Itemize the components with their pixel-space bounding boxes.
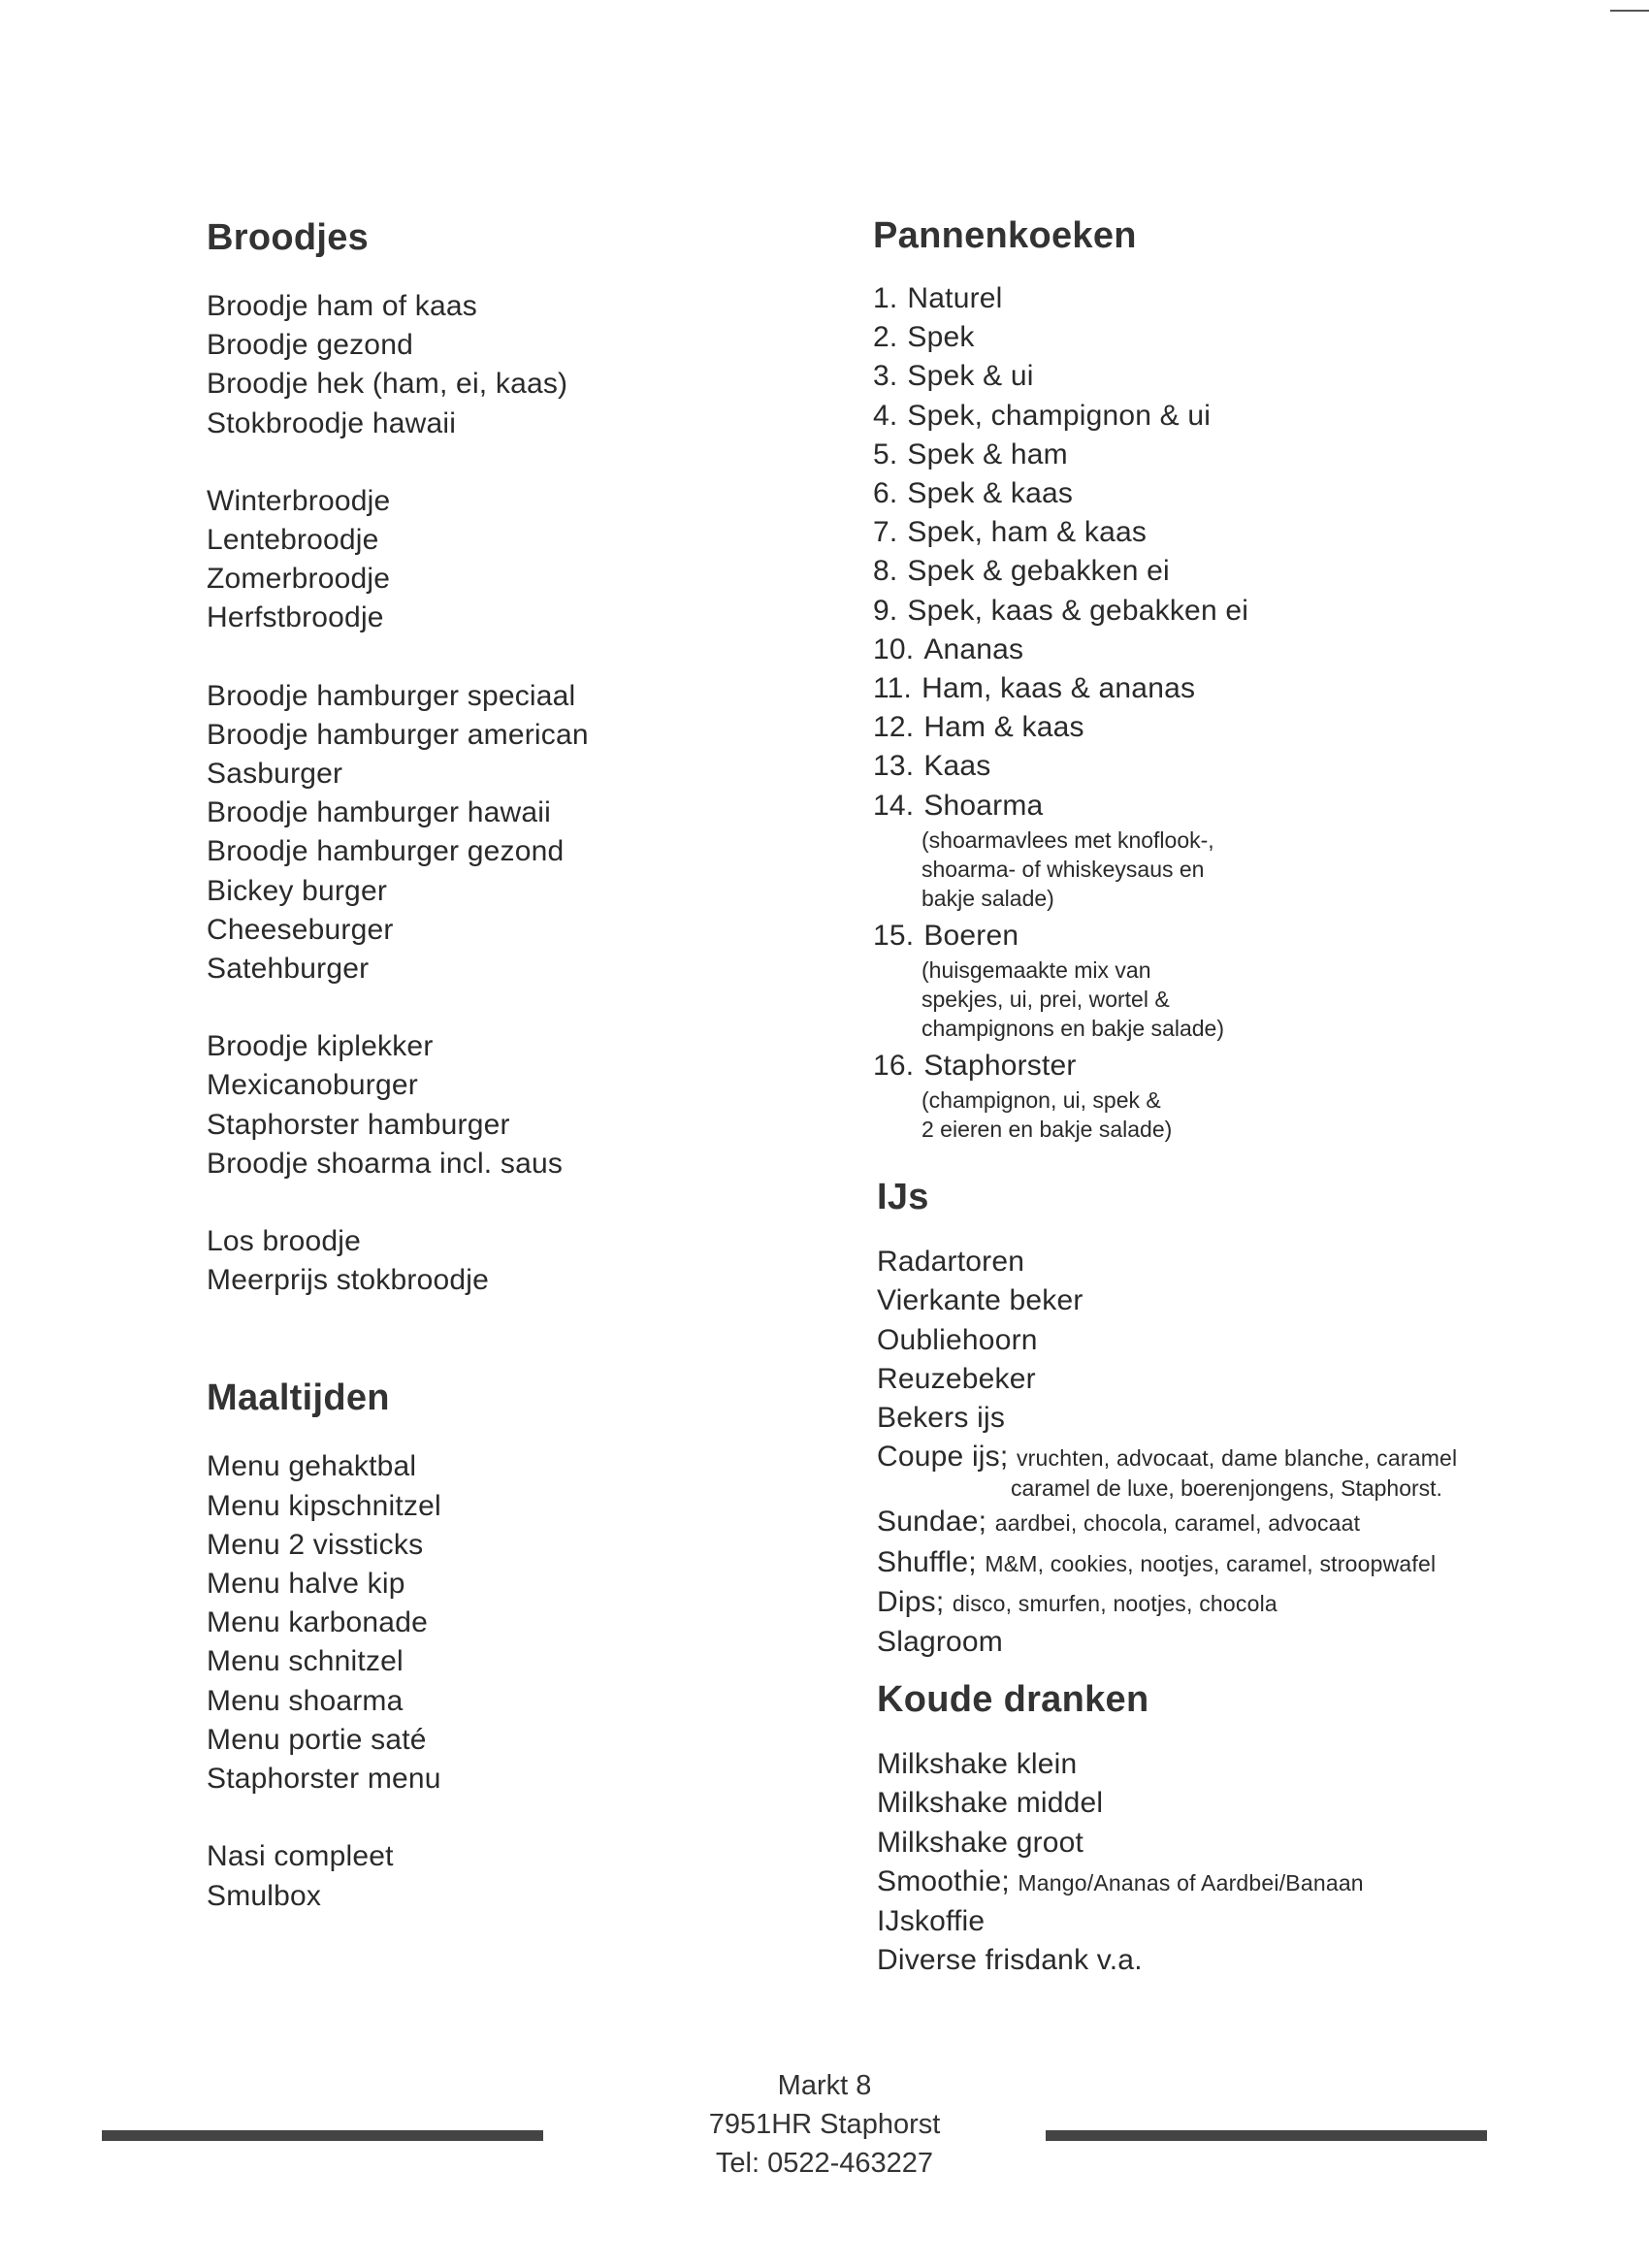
menu-item: Cheeseburger xyxy=(207,913,394,946)
menu-item: Herfstbroodje xyxy=(207,601,384,634)
menu-item: Broodje ham of kaas xyxy=(207,290,477,322)
menu-item: Menu kipschnitzel xyxy=(207,1489,441,1522)
item-number: 11. xyxy=(873,672,913,705)
menu-item xyxy=(873,279,1571,318)
section-title-pannenkoeken: Pannenkoeken xyxy=(873,215,1137,256)
item-description: 2 eieren en bakje salade) xyxy=(922,1117,1173,1143)
item-label: Spek xyxy=(907,321,975,354)
menu-item xyxy=(877,1243,1571,1281)
menu-item: Broodje hamburger hawaii xyxy=(207,796,552,829)
item-label: Spek, ham & kaas xyxy=(907,516,1148,549)
menu-item: Menu gehaktbal xyxy=(207,1450,417,1483)
menu-item: Broodje hamburger american xyxy=(207,718,589,751)
menu-item xyxy=(877,1824,1571,1863)
item-options: aardbei, chocola, caramel, advocaat xyxy=(994,1510,1361,1537)
menu-item xyxy=(877,1321,1571,1360)
item-label: Bekers ijs xyxy=(877,1402,1006,1435)
menu-item: Nasi compleet xyxy=(207,1840,394,1873)
item-label: Sundae; xyxy=(877,1506,987,1539)
menu-item xyxy=(873,787,1571,826)
item-label: Dips; xyxy=(877,1585,945,1618)
item-number: 12. xyxy=(873,711,915,744)
menu-item xyxy=(877,1583,1571,1623)
section-title-maaltijden: Maaltijden xyxy=(207,1377,390,1419)
item-number: 6. xyxy=(873,477,898,510)
menu-item xyxy=(873,747,1571,786)
menu-item xyxy=(873,318,1571,357)
menu-item xyxy=(877,1784,1571,1823)
item-description: spekjes, ui, prei, wortel & xyxy=(922,987,1170,1013)
item-label: Milkshake klein xyxy=(877,1748,1078,1781)
menu-item xyxy=(873,397,1571,436)
menu-item xyxy=(877,1281,1571,1320)
item-label: Coupe ijs; xyxy=(877,1441,1009,1474)
item-label: Reuzebeker xyxy=(877,1362,1036,1395)
menu-item: Broodje shoarma incl. saus xyxy=(207,1147,564,1180)
menu-item: Satehburger xyxy=(207,953,370,986)
menu-item xyxy=(877,1941,1571,1980)
item-label: Spek & ham xyxy=(907,437,1068,470)
item-label: Naturel xyxy=(907,282,1003,314)
menu-item: Mexicanoburger xyxy=(207,1069,418,1102)
item-label: Spek, champignon & ui xyxy=(907,399,1212,432)
item-label: Vierkante beker xyxy=(877,1284,1083,1317)
item-label: Spek & ui xyxy=(907,360,1034,393)
section-title-ijs: IJs xyxy=(877,1177,929,1218)
item-description: (champignon, ui, spek & xyxy=(922,1087,1161,1114)
item-number: 16. xyxy=(873,1050,915,1083)
ijs-list xyxy=(873,1243,1571,1662)
pannenkoeken-list xyxy=(873,279,1571,1144)
menu-item: Meerprijs stokbroodje xyxy=(207,1264,489,1297)
item-number: 9. xyxy=(873,594,898,627)
menu-item xyxy=(873,669,1571,708)
item-description: champignons en bakje salade) xyxy=(922,1016,1224,1042)
menu-item: Menu schnitzel xyxy=(207,1645,404,1678)
menu-item: Menu halve kip xyxy=(207,1568,405,1601)
item-options: vruchten, advocaat, dame blanche, caramel xyxy=(1016,1445,1458,1472)
item-label: Spek & gebakken ei xyxy=(907,555,1170,588)
item-label: Oubliehoorn xyxy=(877,1323,1038,1356)
item-number: 7. xyxy=(873,516,898,549)
menu-item: Zomerbroodje xyxy=(207,563,391,596)
item-options: disco, smurfen, nootjes, chocola xyxy=(952,1590,1277,1616)
footer-address xyxy=(0,2066,1649,2183)
item-number: 4. xyxy=(873,399,898,432)
item-label: Staphorster xyxy=(923,1050,1077,1083)
item-label: Milkshake middel xyxy=(877,1787,1104,1820)
section-title-broodjes: Broodjes xyxy=(207,217,370,258)
address-phone: Tel: 0522-463227 xyxy=(715,2148,934,2179)
menu-item: Staphorster menu xyxy=(207,1763,441,1796)
address-street: Markt 8 xyxy=(777,2070,872,2101)
item-number: 8. xyxy=(873,555,898,588)
item-label: Slagroom xyxy=(877,1626,1003,1659)
item-description: shoarma- of whiskeysaus en xyxy=(922,856,1205,882)
menu-item: Broodje hamburger gezond xyxy=(207,835,565,868)
item-label: Diverse frisdank v.a. xyxy=(877,1944,1143,1977)
menu-item: Lentebroodje xyxy=(207,524,379,557)
menu-item xyxy=(877,1863,1571,1902)
menu-item: Menu karbonade xyxy=(207,1606,428,1639)
right-column xyxy=(873,213,1571,1981)
menu-item xyxy=(877,1503,1571,1542)
item-label: IJskoffie xyxy=(877,1905,986,1938)
menu-item xyxy=(877,1543,1571,1583)
menu-item xyxy=(877,1360,1571,1399)
menu-item: Menu 2 vissticks xyxy=(207,1528,424,1561)
item-number: 14. xyxy=(873,789,915,822)
menu-item: Menu shoarma xyxy=(207,1684,404,1717)
maaltijden-list xyxy=(207,1447,808,1915)
item-label: Ham & kaas xyxy=(923,711,1084,744)
item-number: 2. xyxy=(873,321,898,354)
item-number: 15. xyxy=(873,919,915,952)
item-label: Boeren xyxy=(923,919,1019,952)
menu-item xyxy=(873,436,1571,474)
section-title-koude-dranken: Koude dranken xyxy=(877,1679,1149,1721)
menu-item: Stokbroodje hawaii xyxy=(207,406,457,439)
menu-item xyxy=(873,708,1571,747)
menu-item xyxy=(873,631,1571,669)
menu-item xyxy=(877,1623,1571,1662)
left-column xyxy=(207,215,808,1916)
item-label: Spek, kaas & gebakken ei xyxy=(907,594,1249,627)
menu-item: Broodje hamburger speciaal xyxy=(207,679,576,712)
menu-item xyxy=(873,592,1571,631)
item-label: Shuffle; xyxy=(877,1545,977,1578)
menu-item xyxy=(873,552,1571,591)
menu-item: Broodje gezond xyxy=(207,329,413,362)
corner-mark xyxy=(1610,10,1649,12)
menu-item xyxy=(877,1902,1571,1941)
item-label: Radartoren xyxy=(877,1246,1025,1279)
menu-item: Broodje kiplekker xyxy=(207,1030,434,1063)
menu-item: Broodje hek (ham, ei, kaas) xyxy=(207,368,568,401)
menu-item xyxy=(873,513,1571,552)
item-number: 5. xyxy=(873,437,898,470)
item-label: Ananas xyxy=(923,632,1024,665)
address-postal: 7951HR Staphorst xyxy=(708,2109,941,2140)
menu-item: Winterbroodje xyxy=(207,484,391,517)
menu-item xyxy=(873,1047,1571,1085)
menu-item xyxy=(873,474,1571,513)
koude-dranken-list xyxy=(873,1745,1571,1980)
menu-item: Sasburger xyxy=(207,758,343,791)
item-label: Spek & kaas xyxy=(907,477,1074,510)
menu-item xyxy=(877,1438,1571,1477)
item-options: caramel de luxe, boerenjongens, Staphorst. xyxy=(1011,1475,1442,1502)
item-number: 10. xyxy=(873,632,915,665)
menu-item: Smulbox xyxy=(207,1879,322,1912)
item-number: 1. xyxy=(873,282,898,314)
menu-item xyxy=(873,357,1571,396)
menu-item: Los broodje xyxy=(207,1225,361,1258)
item-label: Shoarma xyxy=(923,789,1044,822)
item-label: Milkshake groot xyxy=(877,1826,1084,1859)
menu-item: Staphorster hamburger xyxy=(207,1108,510,1141)
item-options: M&M, cookies, nootjes, caramel, stroopwafel xyxy=(985,1550,1437,1576)
menu-item: Menu portie saté xyxy=(207,1723,427,1756)
menu-item xyxy=(873,917,1571,956)
menu-item xyxy=(877,1745,1571,1784)
menu-item xyxy=(877,1399,1571,1438)
item-description: (huisgemaakte mix van xyxy=(922,957,1151,984)
item-description: (shoarmavlees met knoflook-, xyxy=(922,826,1214,853)
menu-item: Bickey burger xyxy=(207,874,388,907)
item-label: Smoothie; xyxy=(877,1864,1010,1897)
item-options: Mango/Ananas of Aardbei/Banaan xyxy=(1018,1869,1364,1895)
item-number: 13. xyxy=(873,750,915,783)
broodjes-list xyxy=(207,287,808,1300)
item-description: bakje salade) xyxy=(922,885,1054,911)
item-number: 3. xyxy=(873,360,898,393)
item-label: Kaas xyxy=(923,750,991,783)
item-label: Ham, kaas & ananas xyxy=(922,672,1196,705)
